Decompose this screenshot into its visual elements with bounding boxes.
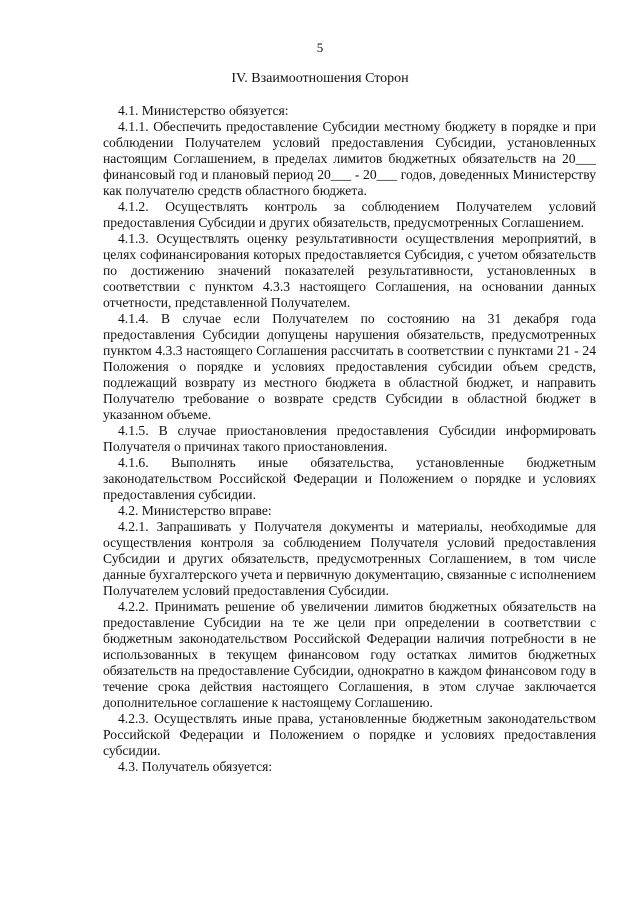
page-number: 5 (316, 40, 324, 55)
paragraph-4-2-2: 4.2.2. Принимать решение об увеличении лимитов бюджетных обязательств на предоставление Субсидии на те же цели при определении в соответствии с бюджетным законодательством Российской Федерации наличия потребности в не использованных в текущем финансовом году остатках лимитов бюджетных обязательств на предоставление Субсидии, однократно в каждом финансовом году в течение срока действия настоящего Соглашения, в этом случае заключается дополнительное соглашение к настоящему Соглашению. (103, 599, 596, 710)
paragraph-4-1-5: 4.1.5. В случае приостановления предоставления Субсидии информировать Получателя о причинах такого приостановления. (103, 423, 596, 454)
paragraph-4-3: 4.3. Получатель обязуется: (118, 759, 273, 774)
paragraph-4-1-3: 4.1.3. Осуществлять оценку результативности осуществления мероприятий, в целях софинансирования которых предоставляется Субсидия, с учетом обязательств по достижению значений показателей результативности, установленных в соответствии с пунктом 4.3.3 настоящего Соглашения, на основании данных отчетности, представленной Получателем. (103, 231, 596, 310)
paragraph-4-1: 4.1. Министерство обязуется: (118, 103, 289, 118)
paragraph-4-1-2: 4.1.2. Осуществлять контроль за соблюдением Получателем условий предоставления Субсидии и других обязательств, предусмотренных Соглашением. (103, 199, 596, 230)
paragraph-4-1-1: 4.1.1. Обеспечить предоставление Субсидии местному бюджету в порядке и при соблюдении Получателем условий предоставления Субсидии, установленных настоящим Соглашением, в пределах лимитов бюджетных обязательств на 20___ финансовый год и плановый период 20___ - 20___ годов, доведенных Министерству как получателю средств областного бюджета. (103, 119, 596, 198)
paragraph-4-1-4: 4.1.4. В случае если Получателем по состоянию на 31 декабря года предоставления Субсидии допущены нарушения обязательств, предусмотренных пунктом 4.3.3 настоящего Соглашения рассчитать в соответствии с пунктами 21 - 24 Положения о порядке и условиях предоставления субсидии объем средств, подлежащий возврату из местного бюджета в областной бюджет, и направить Получателю требование о возврате средств Субсидии в областной бюджет в указанном объеме. (103, 311, 596, 422)
paragraph-4-2-1: 4.2.1. Запрашивать у Получателя документы и материалы, необходимые для осуществления контроля за соблюдением Получателя условий предоставления Субсидии и других обязательств, предусмотренных Соглашением, в том числе данные бухгалтерского учета и первичную документацию, связанные с исполнением Получателем условий предоставления Субсидии. (103, 519, 596, 598)
section-title: IV. Взаимоотношения Сторон (231, 71, 409, 86)
paragraph-4-2-3: 4.2.3. Осуществлять иные права, установленные бюджетным законодательством Российской Федерации и Положением о порядке и условиях предоставления субсидии. (103, 711, 596, 758)
document-body (103, 103, 596, 775)
paragraph-4-2: 4.2. Министерство вправе: (118, 503, 272, 518)
paragraph-4-1-6: 4.1.6. Выполнять иные обязательства, установленные бюджетным законодательством Российской Федерации и Положением о порядке и условиях предоставления субсидии. (103, 455, 596, 502)
